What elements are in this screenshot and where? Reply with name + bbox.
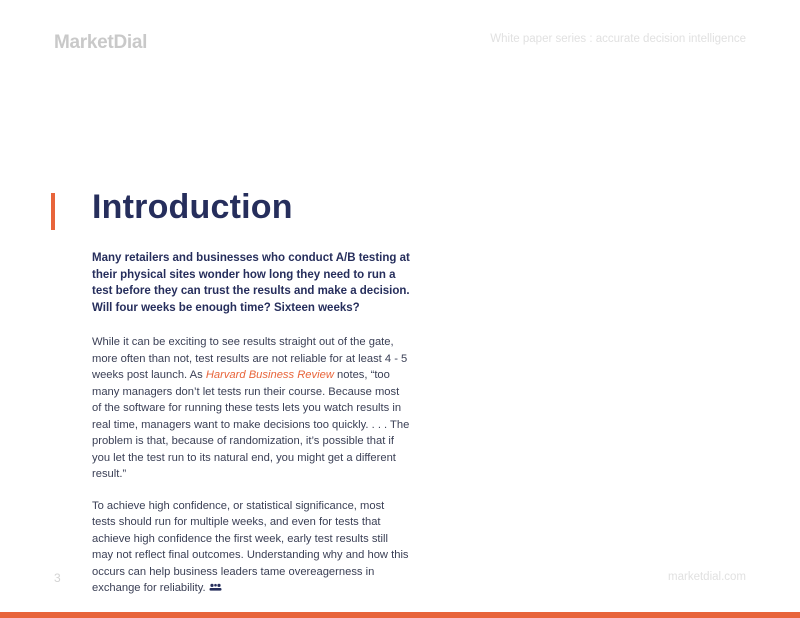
marketdial-logo: MarketDial (54, 32, 148, 53)
white-paper-series-label: White paper series : accurate decision intelligence (490, 33, 746, 45)
lead-paragraph: Many retailers and businesses who conduct A/B testing at their physical sites wonder how long they need to run a test before they can trust the results and make a decision. Will four weeks be enough time? Sixteen weeks? (92, 252, 410, 314)
paragraph-1-text-end: notes, “too many managers don’t let tests run their course. Because most of the software for running these tests lets you watch results in real time, managers want to make decisions too quickly. . . . The problem is that, because of randomization, it’s possible that if you let the test run to its natural end, you might get a different result.” (92, 369, 410, 480)
page-number: 3 (54, 571, 61, 585)
paragraph-2 (92, 498, 410, 597)
body-content (92, 250, 410, 612)
paragraph-1 (92, 334, 410, 483)
paragraph-2-text: To achieve high confidence, or statistical significance, most tests should run for multiple weeks, and even for tests that achieve high confidence the first week, early test results still may not reflect final outcomes. Understanding why and how this occurs can help business leaders tame overeagerness in exchange for reliability. (92, 499, 409, 594)
page-title: Introduction (92, 188, 293, 226)
footer-url: marketdial.com (668, 571, 746, 583)
harvard-business-review-link[interactable]: Harvard Business Review (205, 369, 334, 381)
end-mark-icon (209, 583, 222, 591)
title-accent-bar (51, 193, 55, 230)
bottom-accent-bar (0, 612, 800, 618)
paragraph-1-text-start: While it can be exciting to see results straight out of the gate, more often than not, test results are not reliable for at least 4 - 5 weeks post launch. As (92, 336, 408, 381)
